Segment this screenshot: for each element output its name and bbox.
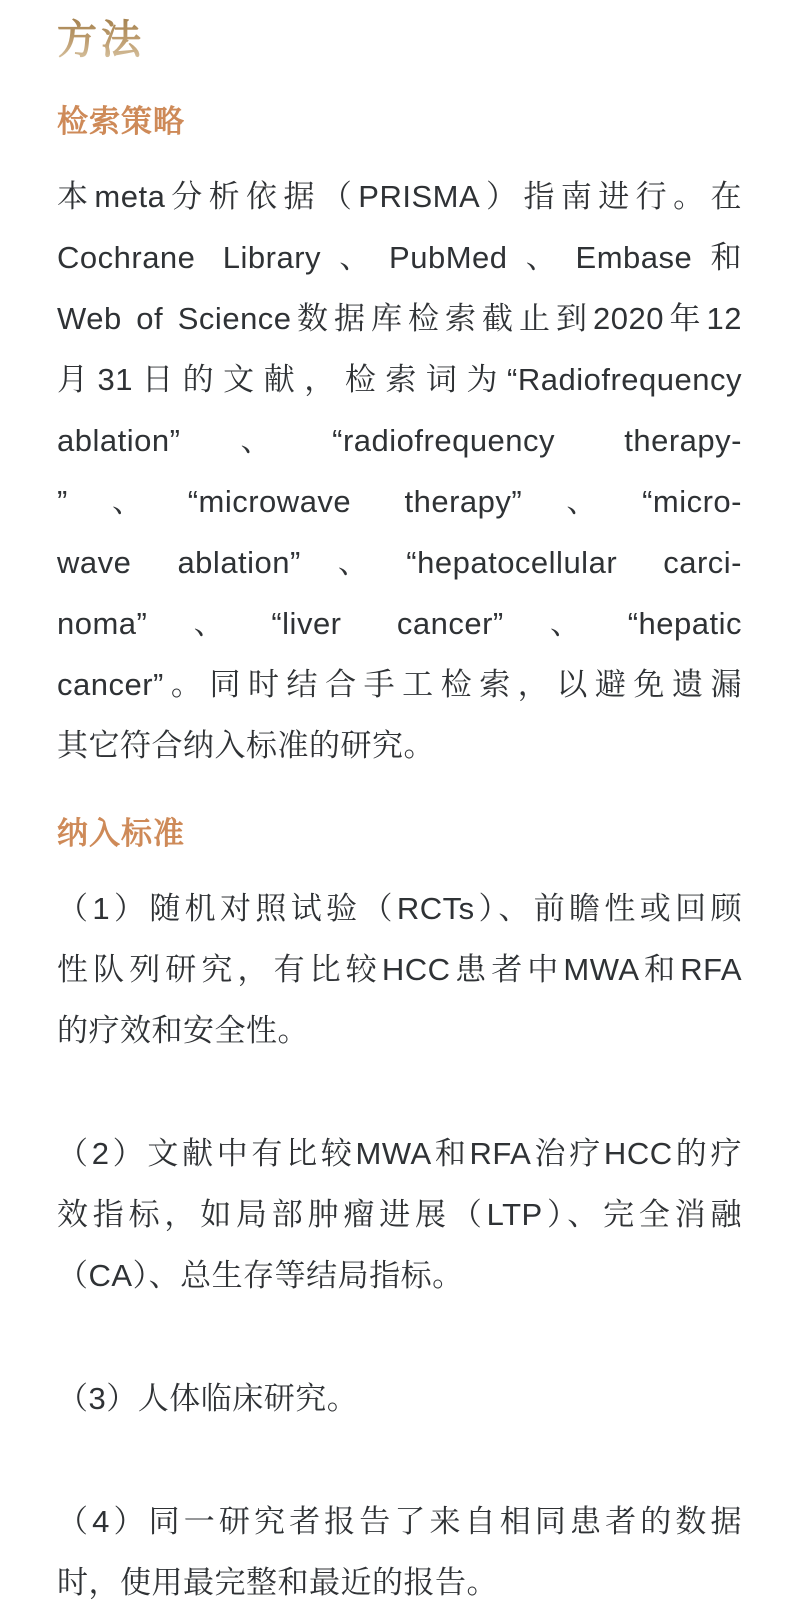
body-line: Cochrane Library、PubMed、Embase和 xyxy=(57,240,742,275)
body-line: 的疗效和安全性。 xyxy=(57,1013,309,1048)
body-line: cancer”。同时结合手工检索，以避免遗漏 xyxy=(57,667,742,702)
body-line: Web of Science数据库检索截止到2020年12 xyxy=(57,301,742,336)
body-line: （3）人体临床研究。 xyxy=(57,1381,359,1416)
search-strategy-paragraph xyxy=(57,166,742,776)
criteria-item-2 xyxy=(57,1123,742,1306)
page-title: 方法 xyxy=(57,18,742,62)
body-line: 效指标，如局部肿瘤进展（LTP）、完全消融 xyxy=(57,1197,742,1232)
body-line: （4）同一研究者报告了来自相同患者的数据 xyxy=(57,1504,742,1539)
body-line: （1）随机对照试验（RCTs）、前瞻性或回顾 xyxy=(57,891,742,926)
body-line: 本meta分析依据（PRISMA）指南进行。在 xyxy=(57,179,742,214)
body-line: 月31日的文献，检索词为“Radiofrequency xyxy=(57,362,742,397)
body-line: wave ablation”、“hepatocellular carci- xyxy=(57,545,742,580)
body-line: ablation”、“radiofrequency therapy- xyxy=(57,423,742,458)
body-line: 时，使用最完整和最近的报告。 xyxy=(57,1565,498,1600)
body-line: （2）文献中有比较MWA和RFA治疗HCC的疗 xyxy=(57,1136,742,1171)
body-line: 其它符合纳入标准的研究。 xyxy=(57,728,435,763)
criteria-item-4 xyxy=(57,1491,742,1613)
body-line: noma”、“liver cancer”、“hepatic xyxy=(57,606,742,641)
criteria-item-3 xyxy=(57,1368,742,1429)
body-line: 性队列研究，有比较HCC患者中MWA和RFA xyxy=(57,952,742,987)
body-line: （CA）、总生存等结局指标。 xyxy=(57,1258,464,1293)
body-line: ”、“microwave therapy”、“micro- xyxy=(57,484,742,519)
criteria-item-1 xyxy=(57,878,742,1061)
section-heading-search-strategy: 检索策略 xyxy=(57,104,185,139)
section-heading-inclusion-criteria: 纳入标准 xyxy=(57,816,185,851)
